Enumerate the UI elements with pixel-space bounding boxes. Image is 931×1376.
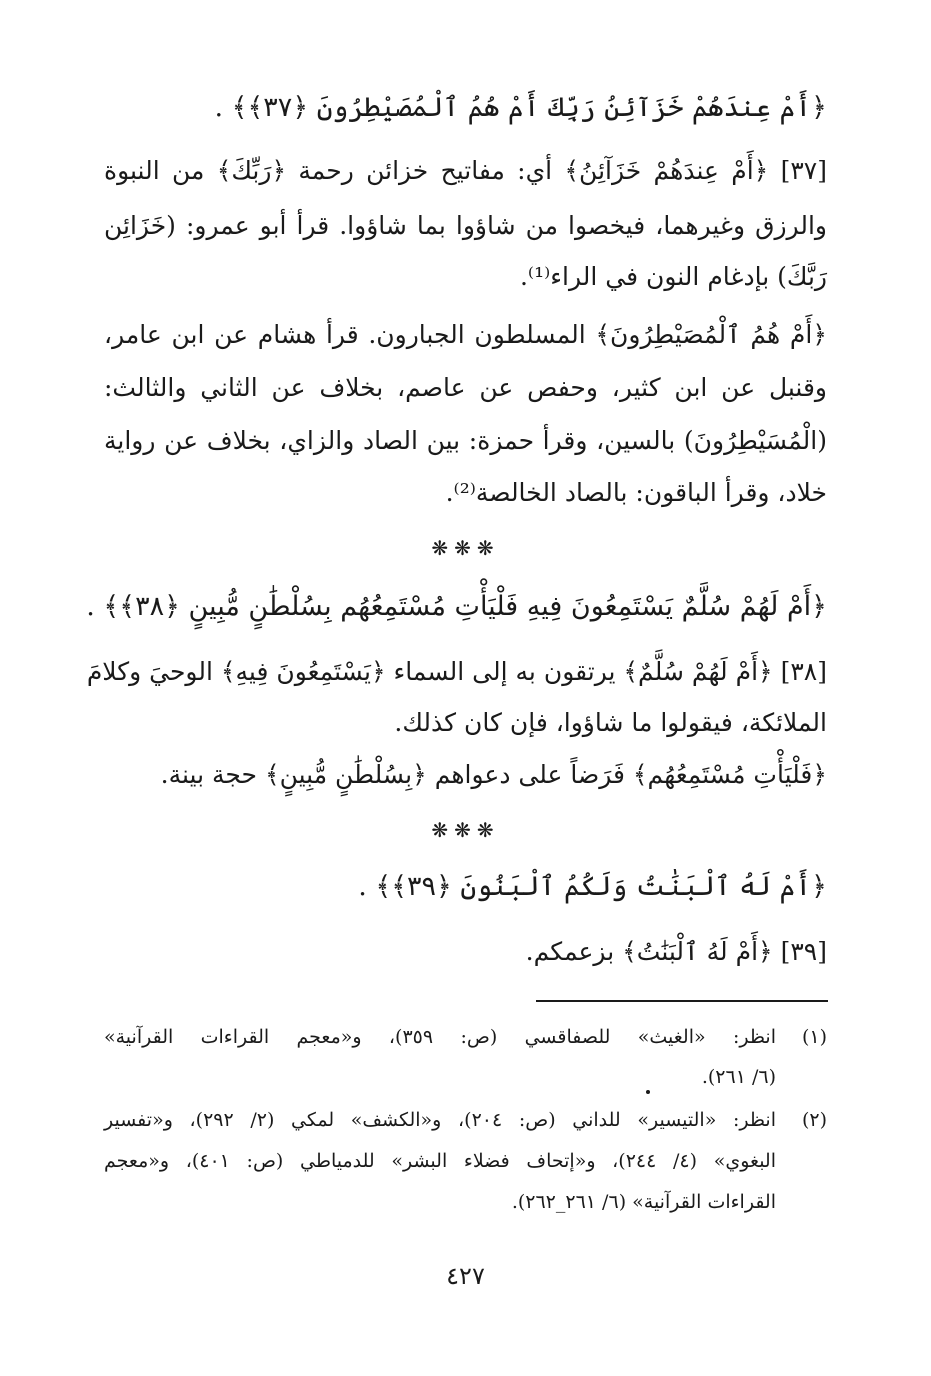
footnote-2-line-1: انظر: «التيسير» للداني (ص: ٢٠٤)، و«الكشف» لمكي (٢/ ٢٩٢)، و«تفسير bbox=[104, 1109, 776, 1131]
verse-38: ﴿أَمْ لَهُمْ سُلَّمٌ يَسْتَمِعُونَ فِيهِ فَلْيَأْتِ مُسْتَمِعُهُم بِسُلْطَٰنٍ مُّبِينٍ ﴿٣٨﴾﴾ . bbox=[86, 591, 827, 622]
stray-dot bbox=[646, 1090, 650, 1094]
commentary-39-line-1: [٣٩] ﴿أَمْ لَهُ ٱلْبَنَٰتُ﴾ بزعمكم. bbox=[525, 937, 827, 966]
footnote-1-line-1: انظر: «الغيث» للصفاقسي (ص: ٣٥٩)، و«معجم القراءات القرآنية» bbox=[104, 1026, 777, 1048]
commentary-38-line-1: [٣٨] ﴿أَمْ لَهُمْ سُلَّمٌ﴾ يرتقون به إلى السماء ﴿يَسْتَمِعُونَ فِيهِ﴾ الوحيَ وكلامَ bbox=[86, 657, 827, 686]
footnote-2-marker: (٢) bbox=[801, 1109, 827, 1131]
footnote-2-line-2: البغوي» (٤/ ٢٤٤)، و«إتحاف فضلاء البشر» للدمياطي (ص: ٤٠١)، و«معجم bbox=[104, 1150, 776, 1172]
verse-39: ﴿أَمْ لَهُ ٱلْبَنَٰتُ وَلَكُمُ ٱلْبَنُونَ ﴿٣٩﴾﴾ . bbox=[358, 871, 827, 902]
commentary-37b-line-4: خلاد، وقرأ الباقون: بالصاد الخالصة⁽²⁾. bbox=[445, 478, 827, 507]
commentary-37-line-2: والرزق وغيرهما، فيخصوا من شاؤوا بما شاؤوا. قرأ أبو عمرو: (خَزَائِن bbox=[104, 211, 827, 240]
commentary-38-line-2: الملائكة، فيقولوا ما شاؤوا، فإن كان كذلك. bbox=[394, 708, 827, 737]
commentary-38-line-3: ﴿فَلْيَأْتِ مُسْتَمِعُهُم﴾ فَرَضاً على دعواهم ﴿بِسُلْطَٰنٍ مُّبِينٍ﴾ حجة بينة. bbox=[160, 760, 827, 789]
section-separator-1: ❋❋❋ bbox=[431, 536, 500, 560]
page-number: ٤٢٧ bbox=[446, 1262, 485, 1290]
footnote-1-line-2: (٦/ ٢٦١). bbox=[701, 1066, 776, 1088]
commentary-37b-line-1: ﴿أَمْ هُمُ ٱلْمُصَيْطِرُونَ﴾ المسلطون الجبارون. قرأ هشام عن ابن عامر، bbox=[104, 320, 827, 349]
section-separator-2: ❋❋❋ bbox=[431, 818, 500, 842]
footnote-1-marker: (١) bbox=[801, 1026, 827, 1048]
footnote-divider bbox=[536, 1000, 828, 1002]
verse-37: ﴿أَمْ عِندَهُمْ خَزَآئِنُ رَبِّكَ أَمْ هُمُ ٱلْمُصَيْطِرُونَ ﴿٣٧﴾﴾ . bbox=[214, 92, 827, 123]
commentary-37b-line-3: (الْمُسَيْطِرُونَ) بالسين، وقرأ حمزة: بين الصاد والزاي، بخلاف عن رواية bbox=[104, 426, 827, 455]
commentary-37b-line-2: وقنبل عن ابن كثير، وحفص عن عاصم، بخلاف عن الثاني والثالث: bbox=[104, 373, 827, 402]
commentary-37-line-3: رَبَّكَ) بإدغام النون في الراء⁽¹⁾. bbox=[519, 262, 827, 291]
commentary-37-line-1: [٣٧] ﴿أَمْ عِندَهُمْ خَزَآئِنُ﴾ أي: مفاتيح خزائن رحمة ﴿رَبِّكَ﴾ من النبوة bbox=[104, 156, 827, 185]
footnote-2-line-3: القراءات القرآنية» (٦/ ٢٦١_٢٦٢). bbox=[511, 1191, 776, 1213]
